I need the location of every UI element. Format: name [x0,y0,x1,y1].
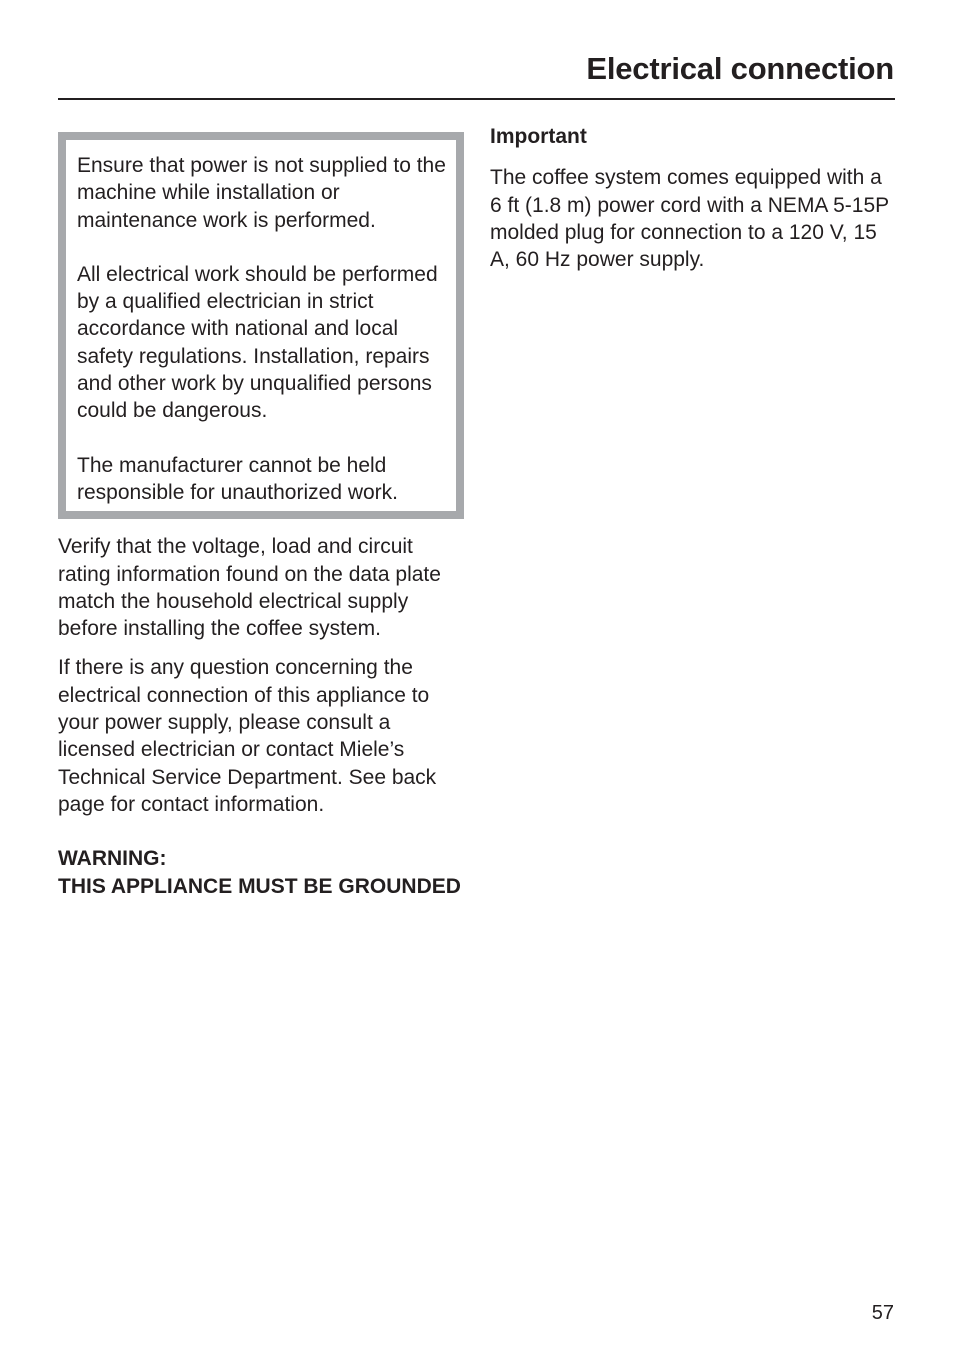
body-text-group [58,533,464,818]
left-column [58,132,464,900]
safety-notice-paragraph-qualified: All electrical work should be performed by a qualified electrician in strict accordance with national and local safety regulations. Installation, repairs and other work by unqualified persons could be dangerous. [77,262,438,423]
safety-notice-box [58,132,464,519]
safety-notice-paragraph-liability: The manufacturer cannot be held responsible for unauthorized work. [77,453,399,504]
paragraph-consult-electrician: If there is any question concerning the electrical connection of this appliance to your power supply, please consult a licensed electrician or contact Miele’s Technical Service Department. See back page for contact information. [58,656,437,816]
safety-notice-paragraph-power: Ensure that power is not supplied to the machine while installation or maintenance work is performed. [77,154,446,232]
page-title: Electrical connection [586,51,894,86]
paragraph-verify-voltage: Verify that the voltage, load and circuit rating information found on the data plate match the household electrical supply before installing the coffee system. [58,535,441,641]
grounding-warning-text: THIS APPLIANCE MUST BE GROUNDED [58,874,461,898]
important-paragraph: The coffee system comes equipped with a 6 ft (1.8 m) power cord with a NEMA 5-15P molded plug for connection to a 120 V, 15 A, 60 Hz power supply. [490,166,889,272]
important-heading: Important [490,125,587,148]
page-number: 57 [871,1302,894,1324]
header-divider [58,98,895,100]
right-column [490,123,895,273]
grounding-warning [58,845,464,900]
grounding-warning-label: WARNING: [58,847,167,871]
